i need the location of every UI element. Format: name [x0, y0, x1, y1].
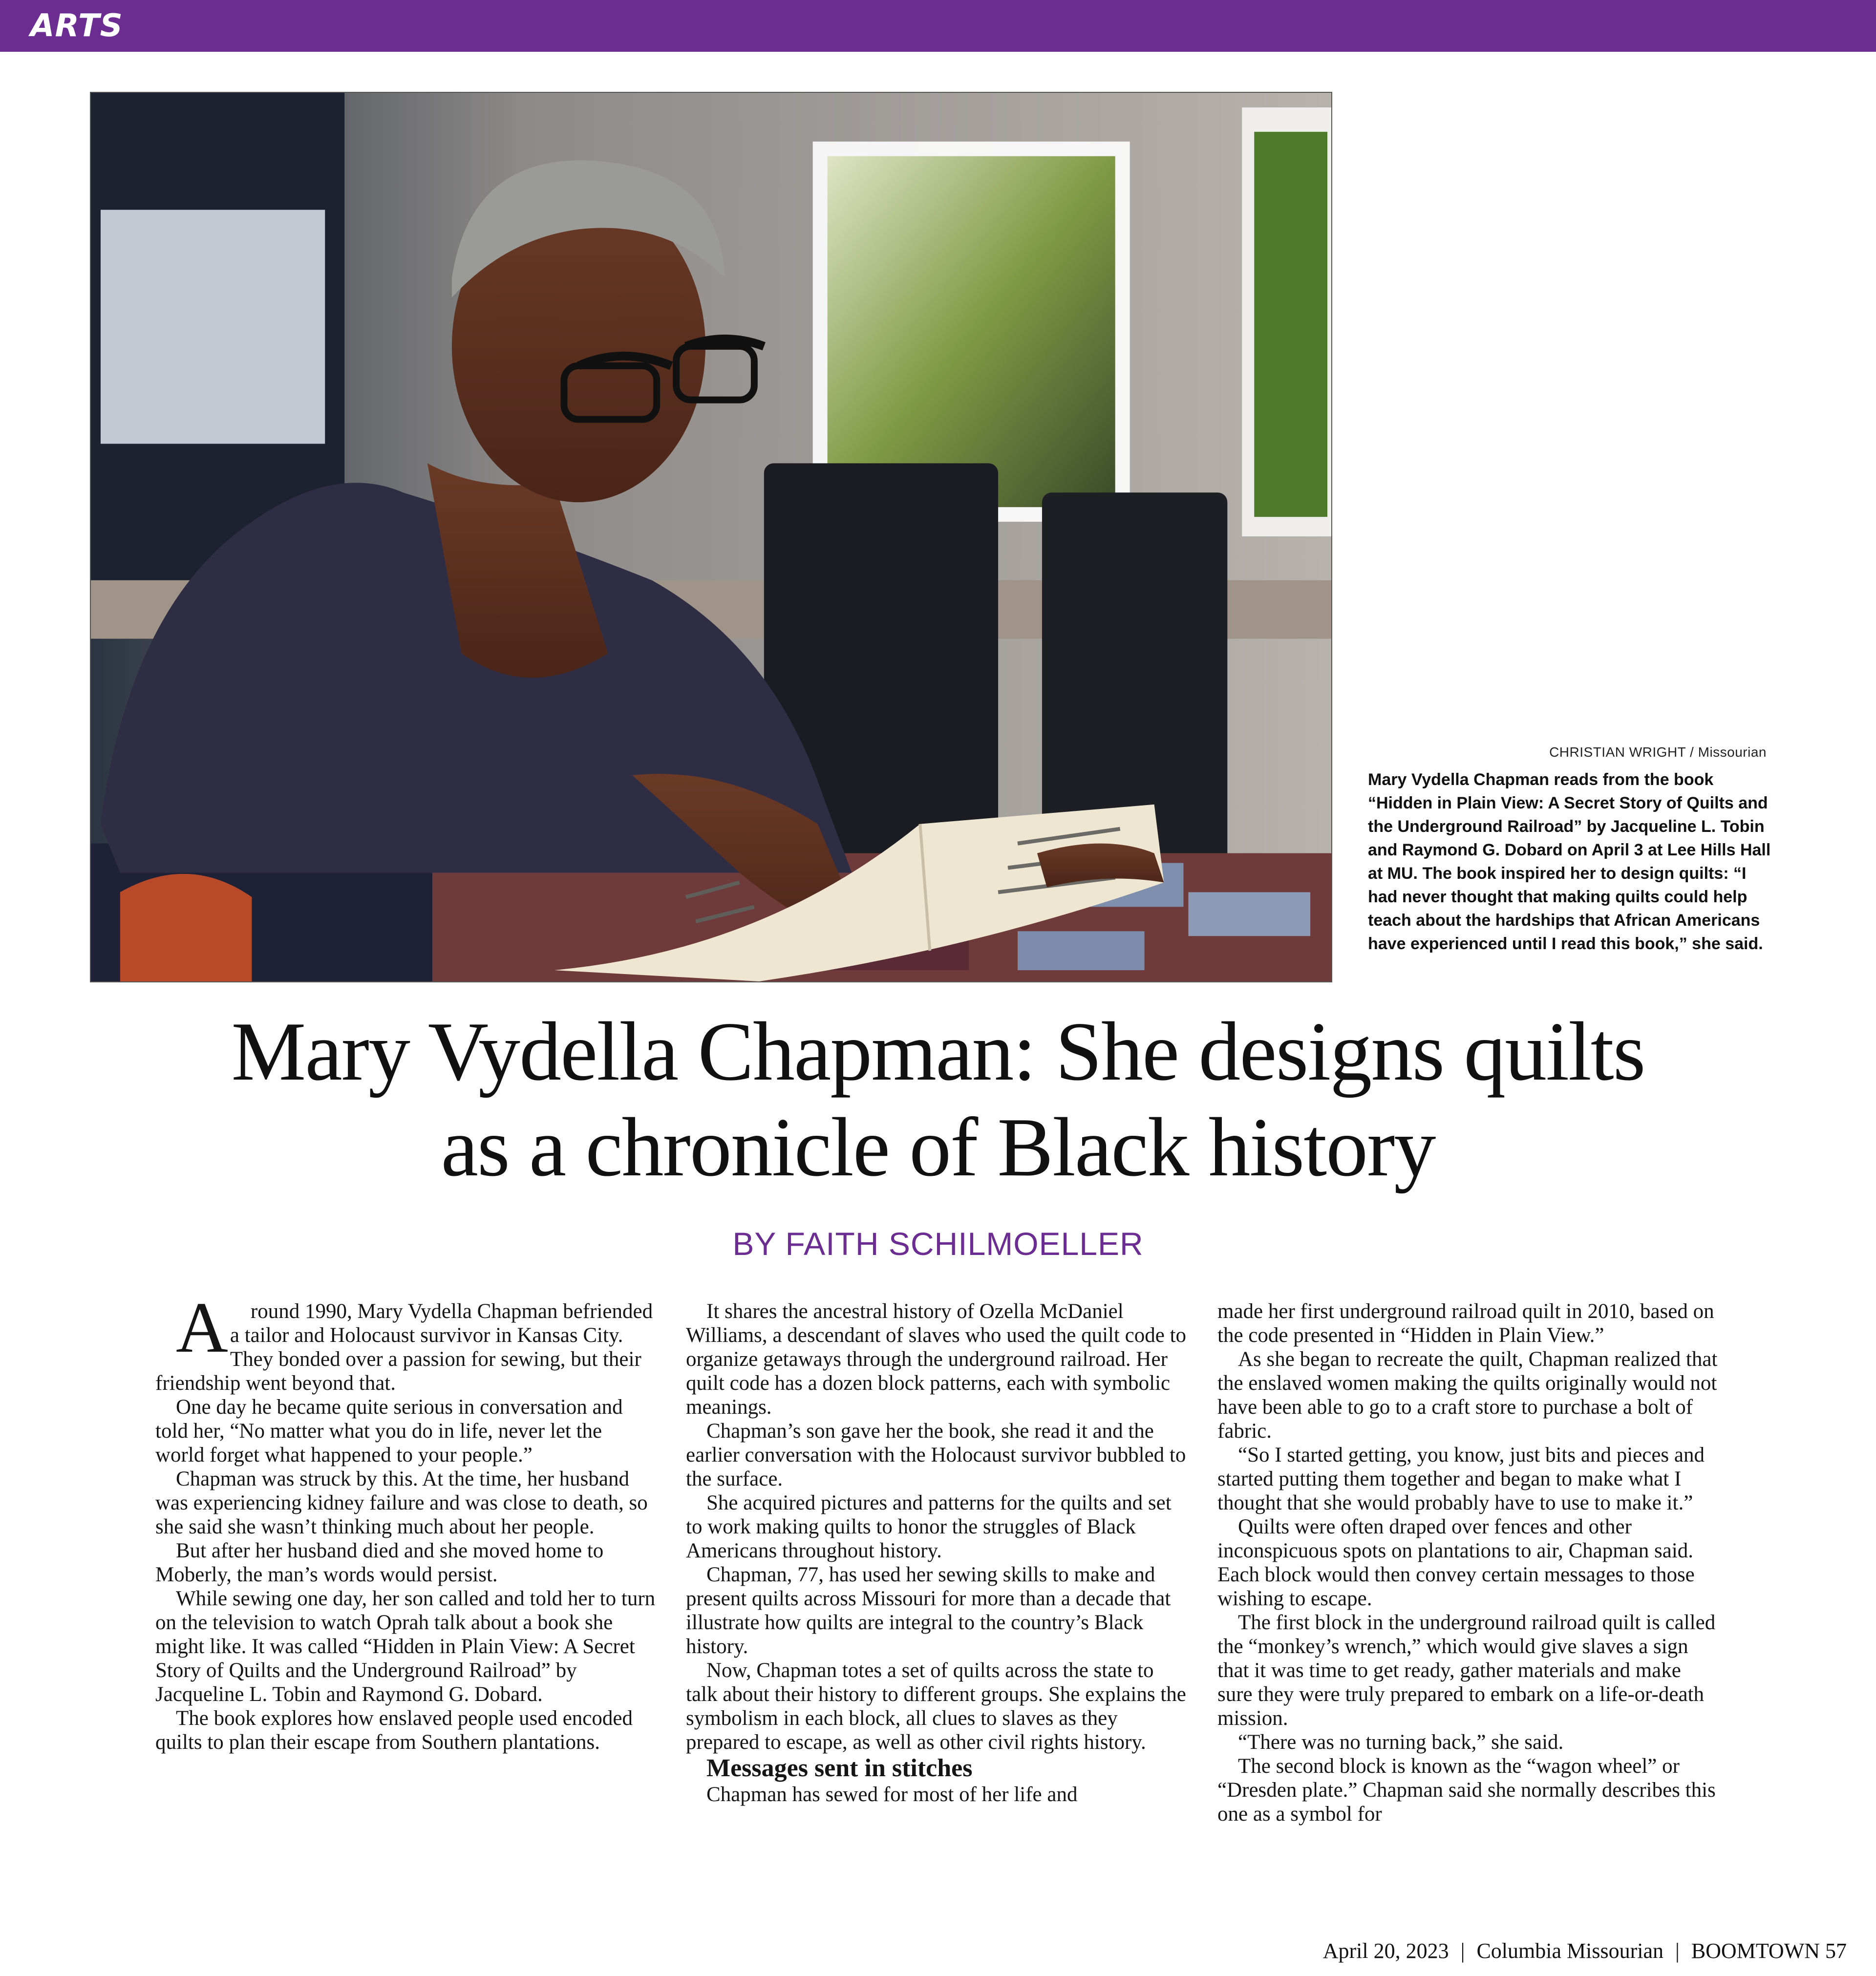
footer-date: April 20, 2023: [1322, 1939, 1449, 1963]
footer-separator: |: [1675, 1939, 1680, 1963]
article-paragraph: As she began to recreate the quilt, Chapman realized that the enslaved women making the quilts originally would not have been able to go to a craft store to purchase a bolt of fabric.: [1217, 1348, 1718, 1443]
footer-separator: |: [1460, 1939, 1465, 1963]
article-subhead: Messages sent in stitches: [706, 1754, 973, 1782]
article-paragraph: But after her husband died and she moved home to Moberly, the man’s words would persist.: [155, 1539, 604, 1586]
article-column-1: [155, 1288, 656, 1754]
headline: [88, 1004, 1788, 1195]
headline-line-2: as a chronicle of Black history: [441, 1101, 1435, 1194]
article-paragraph: Chapman has sewed for most of her life and: [706, 1783, 1078, 1806]
article-paragraph: made her first underground railroad quilt in 2010, based on the code presented in “Hidden in Plain View.”: [1217, 1300, 1714, 1347]
footer-publication: Columbia Missourian: [1476, 1939, 1663, 1963]
lead-photo-illustration: [91, 93, 1331, 981]
article-paragraph: “So I started getting, you know, just bits and pieces and started putting them together and began to make what I thought that she would probably have to use to make it.”: [1217, 1444, 1705, 1514]
article-paragraph: Chapman was struck by this. At the time, her husband was experiencing kidney failure and was close to death, so she said she wasn’t thinking much about her people.: [155, 1467, 648, 1538]
headline-line-1: Mary Vydella Chapman: She designs quilts: [231, 1005, 1645, 1098]
article-column-3: [1217, 1299, 1718, 1826]
article-paragraph: The second block is known as the “wagon wheel” or “Dresden plate.” Chapman said she normally describes this one as a symbol for: [1217, 1755, 1716, 1826]
article-paragraph: The book explores how enslaved people used encoded quilts to plan their escape from Southern plantations.: [155, 1707, 633, 1754]
section-header-bar: [0, 0, 1876, 52]
article-paragraph: She acquired pictures and patterns for the quilts and set to work making quilts to honor the struggles of Black Americans throughout history.: [686, 1491, 1172, 1562]
footer-page-number: 57: [1825, 1939, 1847, 1963]
article-column-2: [686, 1299, 1187, 1806]
page-footer: [1323, 1938, 1847, 1963]
article-paragraph: The first block in the underground railroad quilt is called the “monkey’s wrench,” which would give slaves a sign that it was time to get ready, gather materials and make sure they were truly prepared to embark on a life-or-death mission.: [1217, 1611, 1716, 1730]
byline: BY FAITH SCHILMOELLER: [732, 1226, 1144, 1262]
article-paragraph: It shares the ancestral history of Ozella McDaniel Williams, a descendant of slaves who used the quilt code to organize getaways through the underground railroad. Her quilt code has a dozen block patterns, each with symbolic meanings.: [686, 1300, 1187, 1419]
article-paragraph: Quilts were often draped over fences and other inconspicuous spots on plantations to air, Chapman said. Each block would then convey certain messages to those wishing to escape.: [1217, 1515, 1695, 1610]
article-paragraph: [155, 1288, 656, 1395]
article-paragraph: “There was no turning back,” she said.: [1238, 1731, 1564, 1754]
article-paragraph: While sewing one day, her son called and told her to turn on the television to watch Oprah talk about a book she might like. It was called “Hidden in Plain View: A Secret Story of Quilts and the Underground Railroad” by Jacqueline L. Tobin and Raymond G. Dobard.: [155, 1587, 656, 1706]
photo-caption: Mary Vydella Chapman reads from the book “Hidden in Plain View: A Secret Story of Quilts and the Underground Railroad” by Jacqueline L. Tobin and Raymond G. Dobard on April 3 at Lee Hills Hall at MU. The book inspired her to design quilts: “I had never thought that making quilts could help teach about the hardships that African Americans have experienced until I read this book,” she said.: [1368, 770, 1771, 953]
article-paragraph: Chapman, 77, has used her sewing skills to make and present quilts across Missouri for more than a decade that illustrate how quilts are integral to the country’s Black history.: [686, 1563, 1171, 1658]
section-label: ARTS: [30, 8, 123, 44]
footer-section: BOOMTOWN: [1691, 1939, 1820, 1963]
lead-text: round 1990, Mary Vydella Chapman befriended a tailor and Holocaust survivor in Kansas City. They bonded over a passion for sewing, but their friendship went beyond that.: [155, 1300, 653, 1395]
drop-cap: A: [176, 1288, 228, 1368]
lead-photo: [90, 92, 1332, 982]
article-paragraph: One day he became quite serious in conversation and told her, “No matter what you do in life, never let the world forget what happened to your people.”: [155, 1396, 623, 1466]
article-paragraph: Now, Chapman totes a set of quilts across the state to talk about their history to different groups. She explains the symbolism in each block, all clues to slaves as they prepared to escape, as well as other civil rights history.: [686, 1659, 1186, 1754]
photo-credit: CHRISTIAN WRIGHT / Missourian: [1549, 744, 1767, 760]
article-paragraph: Chapman’s son gave her the book, she read it and the earlier conversation with the Holocaust survivor bubbled to the surface.: [686, 1420, 1186, 1490]
